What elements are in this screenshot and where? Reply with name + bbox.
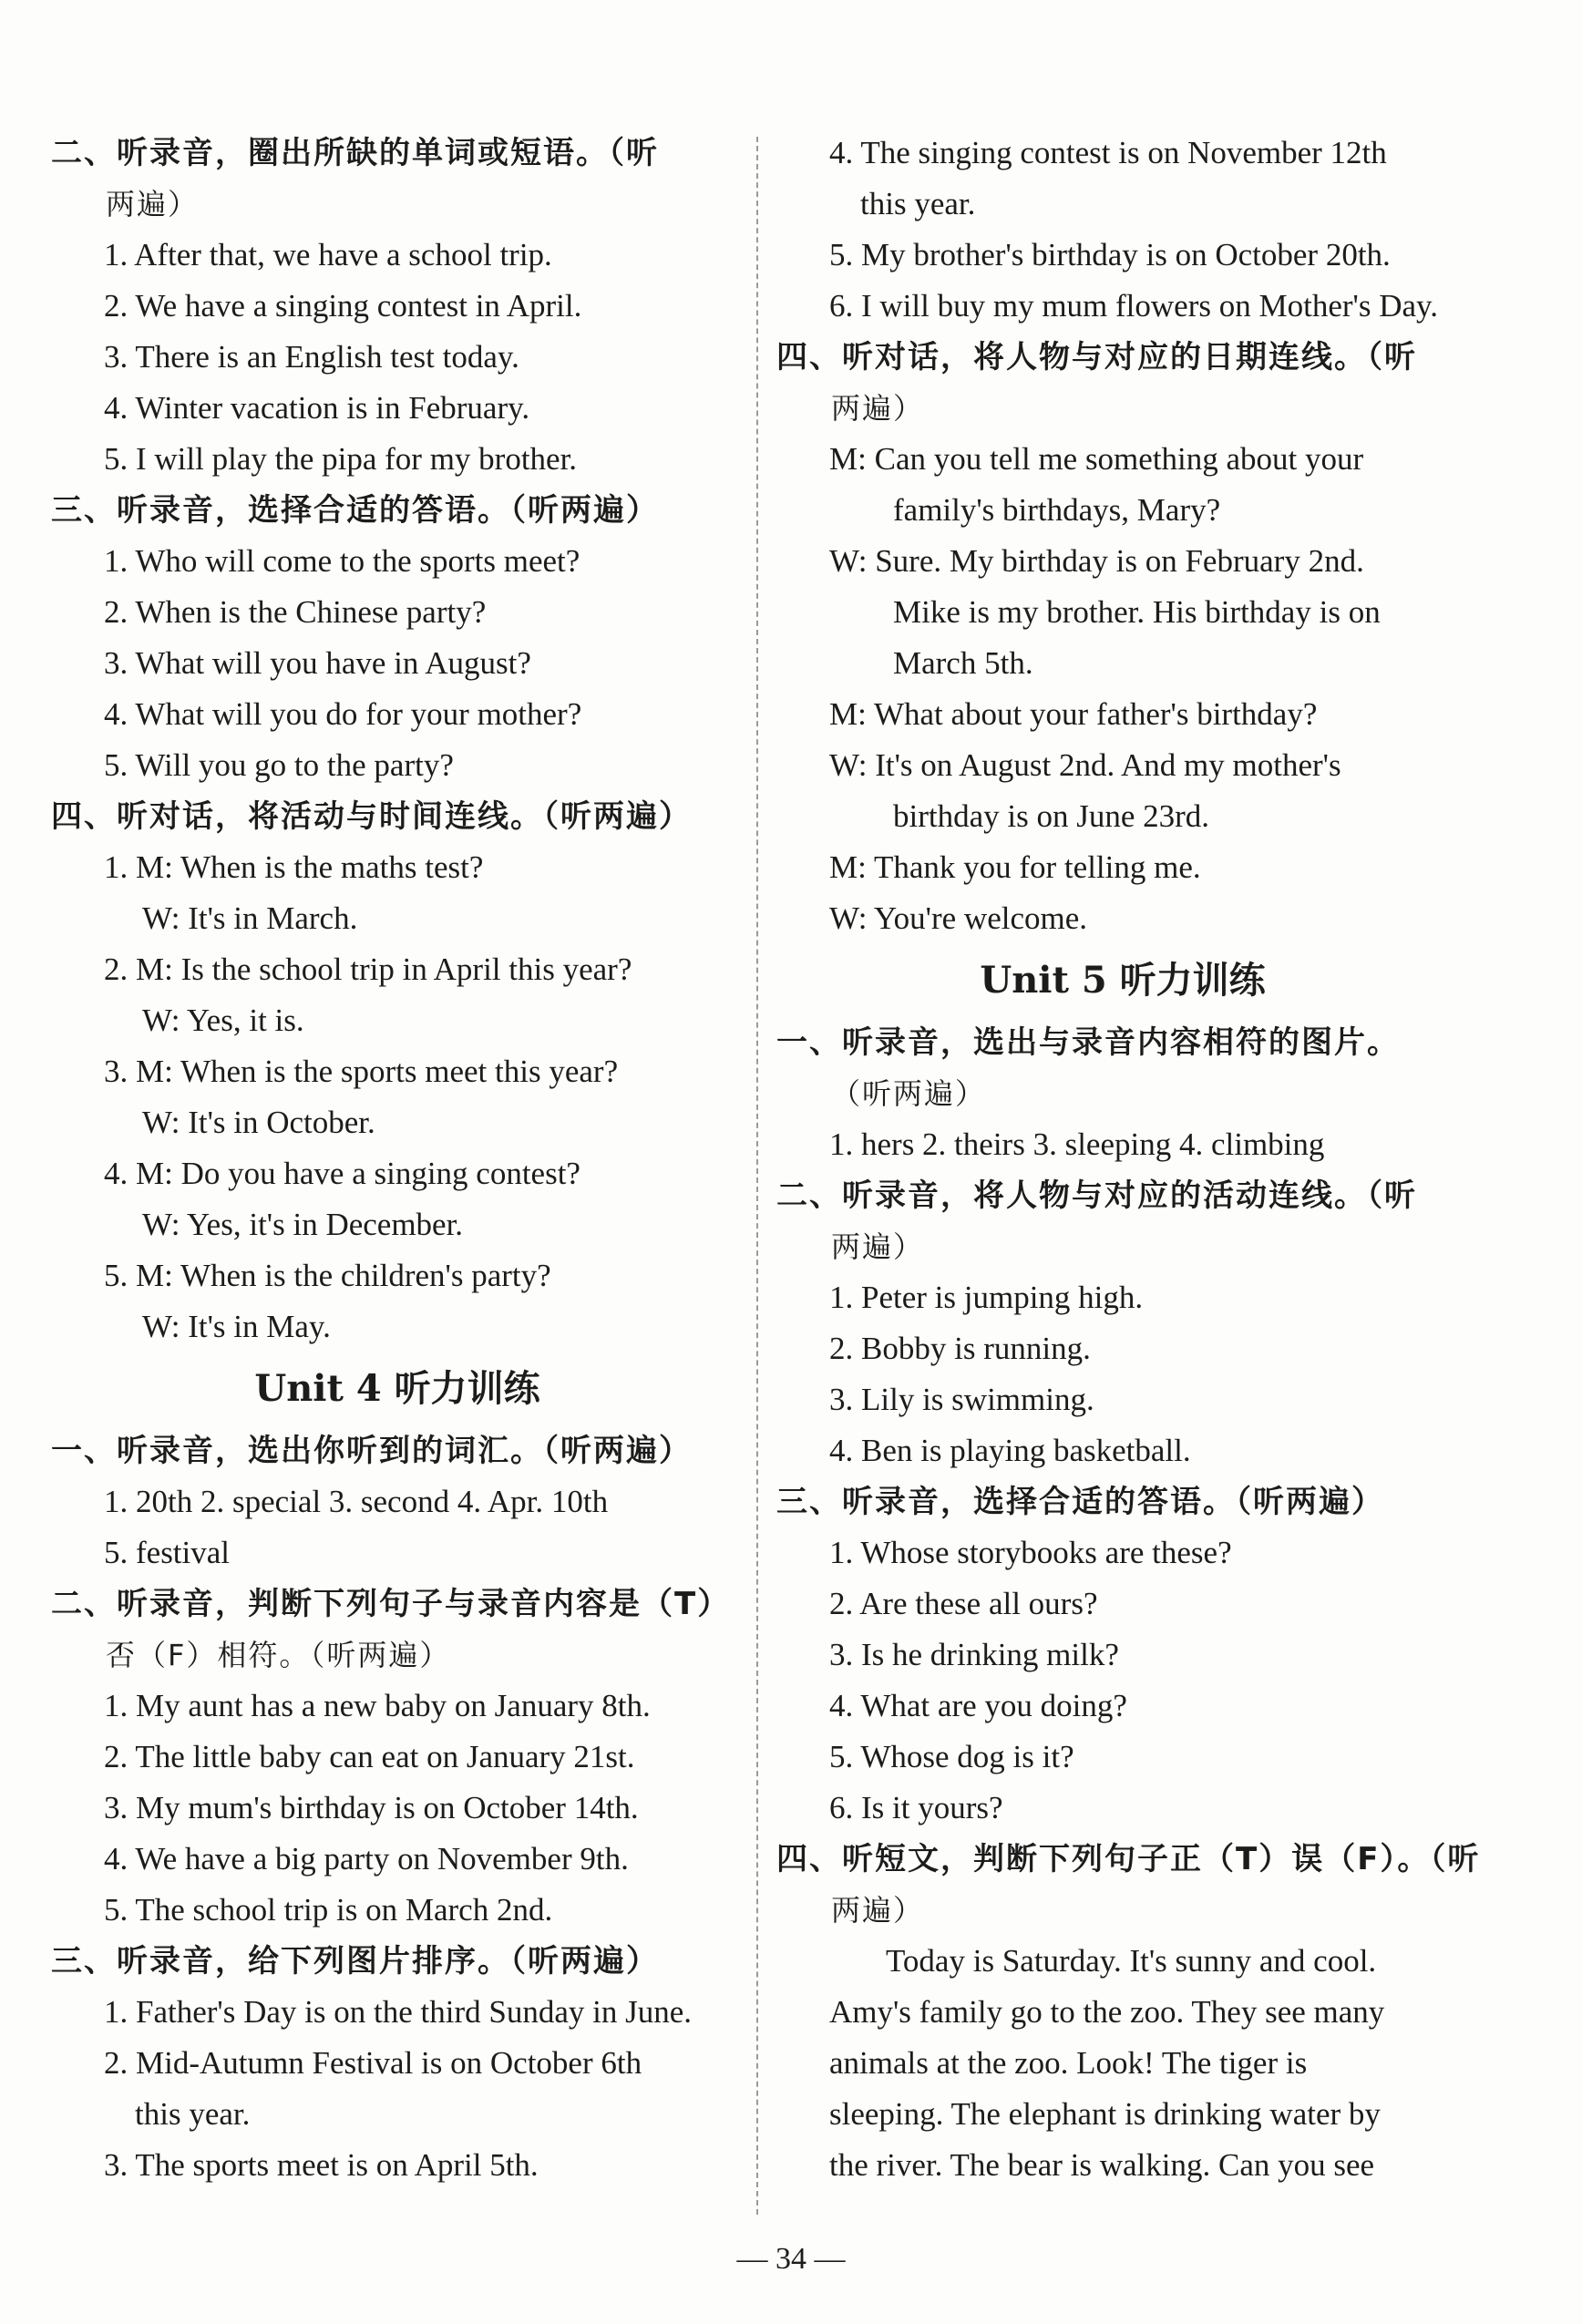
dialog-line-m: 1. M: When is the maths test?: [104, 849, 484, 885]
word-list: 1. 20th 2. special 3. second 4. Apr. 10th: [104, 1484, 609, 1519]
list-item: 2. Mid-Autumn Festival is on October 6th: [104, 2045, 642, 2081]
list-item: 2. When is the Chinese party?: [104, 594, 487, 630]
unit-4-heading: Unit 4 听力训练: [254, 1367, 540, 1410]
dialog-line-w: W: It's in March.: [142, 900, 358, 936]
list-item: 1. Who will come to the sports meet?: [104, 543, 580, 579]
list-item: 3. The sports meet is on April 5th.: [104, 2147, 539, 2183]
dialog-line-w: W: Yes, it's in December.: [142, 1207, 464, 1242]
dialog-line-w: W: Yes, it is.: [142, 1003, 304, 1038]
list-item: 5. Will you go to the party?: [104, 747, 454, 783]
right-column: [776, 128, 1481, 2191]
dialog-line: W: You're welcome.: [829, 900, 1088, 936]
left-column: [51, 128, 744, 2191]
list-item: 3. Is he drinking milk?: [829, 1637, 1119, 1672]
dialog-line: M: What about your father's birthday?: [829, 696, 1318, 732]
list-item: 5. I will play the pipa for my brother.: [104, 441, 578, 477]
list-item: 3. There is an English test today.: [104, 339, 519, 375]
section-title: 四、听短文，判断下列句子正（T）误（F）。（听: [776, 1841, 1481, 1877]
list-item: 4. Winter vacation is in February.: [104, 390, 530, 426]
word-list: 1. hers 2. theirs 3. sleeping 4. climbing: [829, 1126, 1325, 1162]
dialog-line-m: 5. M: When is the children's party?: [104, 1258, 551, 1293]
list-item: 1. After that, we have a school trip.: [104, 237, 552, 273]
list-item: 6. I will buy my mum flowers on Mother's Day.: [829, 288, 1438, 324]
section-title: 一、听录音，选出你听到的词汇。（听两遍）: [51, 1433, 692, 1469]
list-item: 5. Whose dog is it?: [829, 1739, 1074, 1774]
passage-line: Amy's family go to the zoo. They see many: [829, 1994, 1385, 2030]
dialog-line-w: W: It's in May.: [142, 1309, 331, 1344]
passage-line: the river. The bear is walking. Can you see: [829, 2147, 1375, 2183]
dialog-line-cont: birthday is on June 23rd.: [893, 798, 1210, 834]
section-title-cont: 否（F）相符。（听两遍）: [106, 1638, 451, 1672]
page-number: — 34 —: [736, 2242, 846, 2276]
section-title: 一、听录音，选出与录音内容相符的图片。: [776, 1024, 1400, 1061]
list-item: 4. The singing contest is on November 12th: [829, 135, 1387, 170]
dialog-line: W: It's on August 2nd. And my mother's: [829, 747, 1341, 783]
section-title: 四、听对话，将活动与时间连线。（听两遍）: [51, 798, 692, 835]
dialog-line: M: Can you tell me something about your: [829, 441, 1364, 477]
list-item: 1. Peter is jumping high.: [829, 1280, 1144, 1315]
section-title-cont: 两遍）: [831, 1893, 925, 1928]
section-title: 二、听录音，圈出所缺的单词或短语。（听: [51, 135, 659, 171]
section-title-cont: 两遍）: [106, 187, 200, 221]
list-item: 4. What are you doing?: [829, 1688, 1127, 1723]
section-title: 四、听对话，将人物与对应的日期连线。（听: [776, 339, 1417, 375]
section-title: 三、听录音，选择合适的答语。（听两遍）: [776, 1484, 1384, 1520]
list-item: 4. We have a big party on November 9th.: [104, 1841, 629, 1877]
section-title: 三、听录音，给下列图片排序。（听两遍）: [51, 1943, 659, 1980]
list-item: 1. My aunt has a new baby on January 8th.: [104, 1688, 651, 1723]
list-item: 2. Bobby is running.: [829, 1331, 1091, 1366]
section-title: 二、听录音，将人物与对应的活动连线。（听: [776, 1177, 1417, 1214]
dialog-line: W: Sure. My birthday is on February 2nd.: [829, 543, 1364, 579]
dialog-line-cont: family's birthdays, Mary?: [893, 492, 1221, 528]
list-item: 6. Is it yours?: [829, 1790, 1003, 1825]
word-list: 5. festival: [104, 1535, 231, 1570]
section-title-cont: （听两遍）: [831, 1076, 987, 1111]
list-item: 4. What will you do for your mother?: [104, 696, 582, 732]
section-title: 二、听录音，判断下列句子与录音内容是（T）: [51, 1586, 731, 1622]
list-item-cont: this year.: [860, 186, 976, 221]
unit-5-heading: Unit 5 听力训练: [980, 959, 1266, 1002]
list-item: 5. My brother's birthday is on October 20th.: [829, 237, 1391, 273]
dialog-line-cont: Mike is my brother. His birthday is on: [893, 594, 1381, 630]
list-item: 3. My mum's birthday is on October 14th.: [104, 1790, 639, 1825]
dialog-line-m: 4. M: Do you have a singing contest?: [104, 1156, 580, 1191]
list-item: 5. The school trip is on March 2nd.: [104, 1892, 553, 1928]
section-title-cont: 两遍）: [831, 391, 925, 426]
dialog-line: M: Thank you for telling me.: [829, 849, 1201, 885]
dialog-line-cont: March 5th.: [893, 645, 1033, 681]
list-item: 3. What will you have in August?: [104, 645, 531, 681]
list-item: 1. Whose storybooks are these?: [829, 1535, 1232, 1570]
passage-line: sleeping. The elephant is drinking water by: [829, 2096, 1381, 2132]
list-item: 2. We have a singing contest in April.: [104, 288, 582, 324]
list-item: 1. Father's Day is on the third Sunday in June.: [104, 1994, 692, 2030]
list-item: 3. Lily is swimming.: [829, 1382, 1094, 1417]
section-title: 三、听录音，选择合适的答语。（听两遍）: [51, 492, 659, 529]
column-divider: [756, 137, 758, 2215]
passage-line: Today is Saturday. It's sunny and cool.: [886, 1943, 1377, 1979]
dialog-line-w: W: It's in October.: [142, 1105, 375, 1140]
list-item-cont: this year.: [135, 2096, 251, 2132]
list-item: 2. Are these all ours?: [829, 1586, 1098, 1621]
section-title-cont: 两遍）: [831, 1229, 925, 1264]
passage-line: animals at the zoo. Look! The tiger is: [829, 2045, 1308, 2081]
dialog-line-m: 2. M: Is the school trip in April this year?: [104, 951, 632, 987]
list-item: 4. Ben is playing basketball.: [829, 1433, 1191, 1468]
list-item: 2. The little baby can eat on January 21st.: [104, 1739, 635, 1774]
dialog-line-m: 3. M: When is the sports meet this year?: [104, 1054, 619, 1089]
